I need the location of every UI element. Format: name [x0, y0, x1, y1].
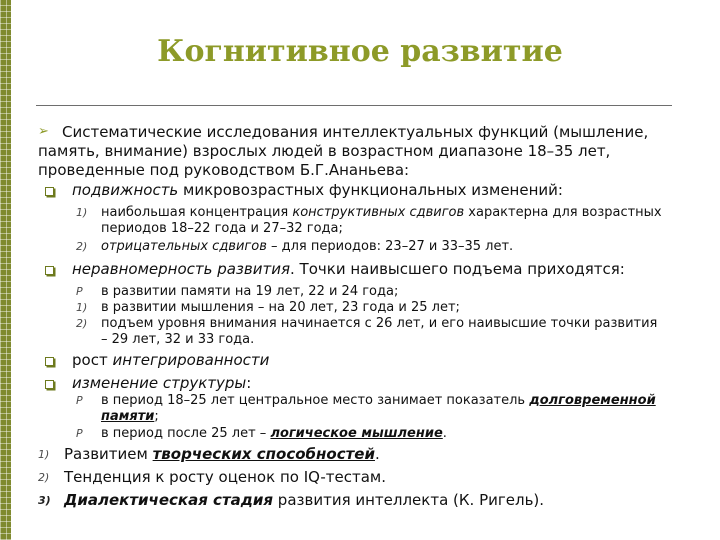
section-heading-mobility: подвижность микровозрастных функциональных изменений:	[72, 181, 563, 199]
list-item: в период 18–25 лет центральное место занимает показатель долговременной	[101, 393, 656, 408]
list-item: наибольшая концентрация конструктивных сдвигов характерна для возрастных	[101, 205, 662, 220]
intro-line-2: память, внимание) взрослых людей в возрастном диапазоне 18–35 лет,	[38, 142, 611, 160]
item-marker: P	[76, 285, 83, 298]
title-divider	[36, 105, 672, 106]
item-marker: 1)	[38, 448, 50, 461]
list-item-continuation: периодов 18–22 года и 27–32 года;	[101, 221, 343, 236]
list-item-continuation: – 29 лет, 32 и 33 года.	[101, 332, 255, 347]
list-item: в развитии памяти на 19 лет, 22 и 24 года;	[101, 284, 399, 299]
section-heading-integration: рост интегрированности	[72, 351, 270, 369]
item-marker: 1)	[76, 301, 88, 314]
item-marker: 2)	[76, 317, 88, 330]
decorative-sidebar	[0, 0, 11, 540]
item-marker: 1)	[76, 206, 88, 219]
item-marker: 3)	[38, 494, 51, 507]
square-bullet-icon	[45, 380, 54, 389]
list-item: отрицательных сдвигов – для периодов: 23–27 и 33–35 лет.	[101, 239, 514, 254]
list-item-continuation: памяти;	[101, 409, 159, 424]
item-marker: 2)	[76, 240, 88, 253]
list-item: в период после 25 лет – логическое мышление.	[101, 426, 447, 441]
section-heading-structure: изменение структуры:	[72, 374, 252, 392]
square-bullet-icon	[45, 357, 54, 366]
square-bullet-icon	[45, 187, 54, 196]
section-heading-unevenness: неравномерность развития. Точки наивысшего подъема приходятся:	[72, 260, 625, 278]
arrow-bullet-icon: ➢	[38, 124, 49, 139]
final-item: Тенденция к росту оценок по IQ-тестам.	[64, 468, 386, 486]
intro-line-1: Систематические исследования интеллектуальных функций (мышление,	[62, 123, 649, 141]
intro-line-3: проведенные под руководством Б.Г.Ананьева:	[38, 161, 410, 179]
square-bullet-icon	[45, 266, 54, 275]
item-marker: P	[76, 394, 83, 407]
final-item: Диалектическая стадия развития интеллекта (К. Ригель).	[64, 491, 545, 509]
final-item: Развитием творческих способностей.	[64, 445, 380, 463]
list-item: в развитии мышления – на 20 лет, 23 года и 25 лет;	[101, 300, 460, 315]
item-marker: P	[76, 427, 83, 440]
page-title: Когнитивное развитие	[157, 34, 563, 69]
list-item: подъем уровня внимания начинается с 26 лет, и его наивысшие точки развития	[101, 316, 658, 331]
item-marker: 2)	[38, 471, 50, 484]
